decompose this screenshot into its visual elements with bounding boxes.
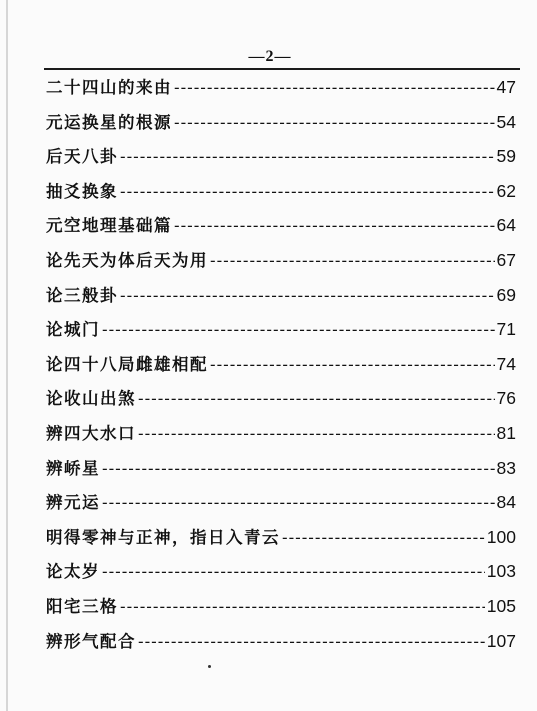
- toc-entry: [46, 451, 516, 486]
- toc-entry-page: 69: [496, 284, 516, 305]
- toc-entry-page: 54: [496, 111, 516, 132]
- toc-entry-title: 辨元运: [46, 493, 100, 513]
- toc-leader: [102, 486, 495, 521]
- toc-leader: [138, 625, 485, 660]
- toc-leader: [102, 452, 495, 487]
- toc-entry-title: 论收山出煞: [46, 389, 136, 409]
- toc-entry: [46, 554, 516, 589]
- page-number: —2—: [248, 48, 292, 65]
- toc-leader: [138, 417, 495, 452]
- toc-entry-page: 47: [496, 77, 516, 97]
- toc-entry-title: 元运换星的根源: [46, 112, 172, 132]
- toc-entry-title: 辨峤星: [46, 458, 100, 478]
- toc-leader: [120, 590, 485, 625]
- toc-entry: [46, 520, 516, 555]
- toc-entry: [46, 70, 516, 105]
- toc-entry-page: 100: [486, 526, 516, 547]
- toc-leader: [174, 71, 495, 106]
- toc-entry-title: 论城门: [46, 320, 100, 340]
- toc-leader: [120, 279, 495, 314]
- toc-entry-title: 辨四大水口: [46, 423, 136, 443]
- toc-entry-page: 62: [496, 180, 516, 201]
- toc-entry: [46, 485, 516, 520]
- toc-entry-title: 辨形气配合: [46, 631, 136, 651]
- toc-leader: [174, 106, 495, 141]
- toc-entry: [46, 139, 516, 174]
- toc-entry-page: 105: [486, 595, 516, 616]
- toc-entry: [46, 312, 516, 347]
- toc-entry: [46, 624, 516, 659]
- toc-entry-page: 67: [496, 249, 516, 270]
- toc-leader: [138, 382, 495, 417]
- toc-entry: [46, 589, 516, 624]
- toc-entry-page: 76: [496, 388, 516, 409]
- page-binding-edge: [6, 0, 8, 711]
- toc-entry-title: 明得零神与正神，指日入青云: [46, 527, 280, 547]
- toc-entry-page: 84: [496, 492, 516, 513]
- toc-entry-page: 103: [486, 561, 516, 582]
- toc-entry-page: 59: [496, 146, 516, 167]
- toc-leader: [174, 209, 495, 244]
- toc-entry: [46, 347, 516, 382]
- toc-entry-page: 74: [496, 353, 516, 374]
- toc-entry-title: 论四十八局雌雄相配: [46, 354, 208, 374]
- toc-entry: [46, 416, 516, 451]
- toc-leader: [102, 313, 495, 348]
- toc-entry-page: 71: [496, 319, 516, 340]
- toc-entry-page: 64: [496, 215, 516, 236]
- toc-entry: [46, 381, 516, 416]
- toc-entry: [46, 174, 516, 209]
- toc-entry-title: 二十四山的来由: [46, 78, 172, 97]
- toc-entry-title: 阳宅三格: [46, 596, 118, 616]
- toc-leader: [120, 175, 495, 210]
- toc-entry-page: 107: [486, 630, 516, 651]
- ink-speck: [208, 665, 211, 668]
- toc-entry-title: 后天八卦: [46, 147, 118, 167]
- toc-entry-title: 元空地理基础篇: [46, 216, 172, 236]
- toc-leader: [120, 140, 495, 175]
- toc-entry-title: 论先天为体后天为用: [46, 250, 208, 270]
- toc-entry-title: 论三般卦: [46, 285, 118, 305]
- toc-leader: [210, 244, 495, 279]
- toc-entry-title: 抽爻换象: [46, 181, 118, 201]
- table-of-contents: [46, 70, 516, 658]
- toc-entry: [46, 105, 516, 140]
- toc-entry-page: 83: [496, 457, 516, 478]
- toc-leader: [102, 555, 485, 590]
- toc-entry-title: 论太岁: [46, 562, 100, 582]
- toc-entry: [46, 243, 516, 278]
- toc-leader: [282, 521, 485, 556]
- toc-entry: [46, 278, 516, 313]
- toc-entry: [46, 208, 516, 243]
- toc-leader: [210, 348, 495, 383]
- toc-entry-page: 81: [496, 422, 516, 443]
